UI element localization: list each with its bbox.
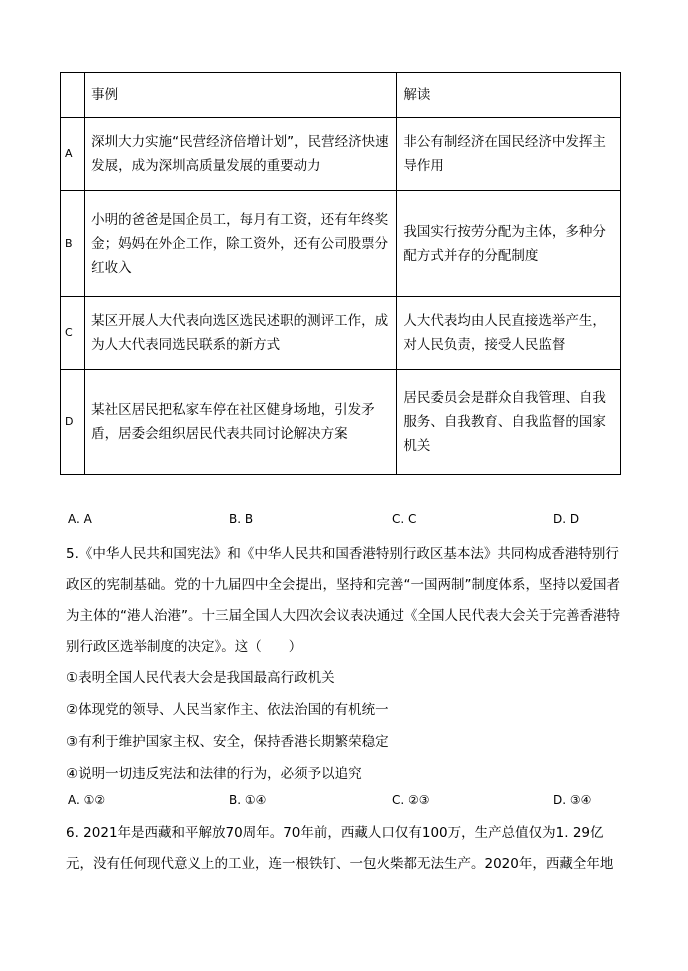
q5-stem: 5.《中华人民共和国宪法》和《中华人民共和国香港特别行政区基本法》共同构成香港特别行政区的宪制基础。党的十九届四中全会提出，坚持和完善“一国两制”制度体系，坚持以爱国者为主体的“港人治港”。十三届全国人大四次会议表决通过《全国人民代表大会关于完善香港特别行政区选举制度的决定》。这（ ） — [66, 546, 620, 655]
table-row — [61, 118, 621, 191]
table-header-row — [61, 73, 621, 118]
header-cell-label — [61, 73, 85, 118]
case-text: 小明的爸爸是国企员工，每月有工资，还有年终奖金；妈妈在外企工作，除工资外，还有公司股票分红收入 — [85, 191, 397, 297]
table-row — [61, 370, 621, 475]
row-label: B — [61, 191, 85, 297]
q5-option-a[interactable]: A. ①② — [68, 793, 106, 807]
q4-options — [68, 512, 628, 532]
q5-option-d[interactable]: D. ③④ — [553, 793, 592, 807]
q5-item-4: ④说明一切违反宪法和法律的行为，必须予以追究 — [66, 766, 362, 782]
header-cell-reading: 解读 — [397, 73, 621, 118]
q5-option-b[interactable]: B. ①④ — [229, 793, 267, 807]
q4-option-b[interactable]: B. B — [229, 512, 254, 526]
reading-text: 人大代表均由人民直接选举产生，对人民负责，接受人民监督 — [397, 297, 621, 370]
row-label: A — [61, 118, 85, 191]
q5-item-3: ③有利于维护国家主权、安全，保持香港长期繁荣稳定 — [66, 734, 389, 750]
q5-item-2: ②体现党的领导、人民当家作主、依法治国的有机统一 — [66, 702, 389, 718]
q6-stem: 6. 2021年是西藏和平解放70周年。70年前，西藏人口仅有100万，生产总值仅为1. 29亿元，没有任何现代意义上的工业，连一根铁钉、一包火柴都无法生产。2020年，西藏全年地 — [66, 825, 614, 872]
reading-text: 我国实行按劳分配为主体，多种分配方式并存的分配制度 — [397, 191, 621, 297]
q4-option-c[interactable]: C. C — [392, 512, 417, 526]
q5-options — [68, 793, 628, 813]
question-table — [60, 72, 621, 475]
q5-item-1: ①表明全国人民代表大会是我国最高行政机关 — [66, 670, 335, 686]
table-row — [61, 191, 621, 297]
row-label: C — [61, 297, 85, 370]
reading-text: 非公有制经济在国民经济中发挥主导作用 — [397, 118, 621, 191]
table-row — [61, 297, 621, 370]
q4-option-a[interactable]: A. A — [68, 512, 92, 526]
row-label: D — [61, 370, 85, 475]
header-cell-case: 事例 — [85, 73, 397, 118]
case-text: 某区开展人大代表向选区选民述职的测评工作，成为人大代表同选民联系的新方式 — [85, 297, 397, 370]
q5-option-c[interactable]: C. ②③ — [392, 793, 430, 807]
reading-text: 居民委员会是群众自我管理、自我服务、自我教育、自我监督的国家机关 — [397, 370, 621, 475]
case-text: 深圳大力实施“民营经济倍增计划”，民营经济快速发展，成为深圳高质量发展的重要动力 — [85, 118, 397, 191]
case-text: 某社区居民把私家车停在社区健身场地，引发矛盾，居委会组织居民代表共同讨论解决方案 — [85, 370, 397, 475]
q4-option-d[interactable]: D. D — [553, 512, 580, 526]
